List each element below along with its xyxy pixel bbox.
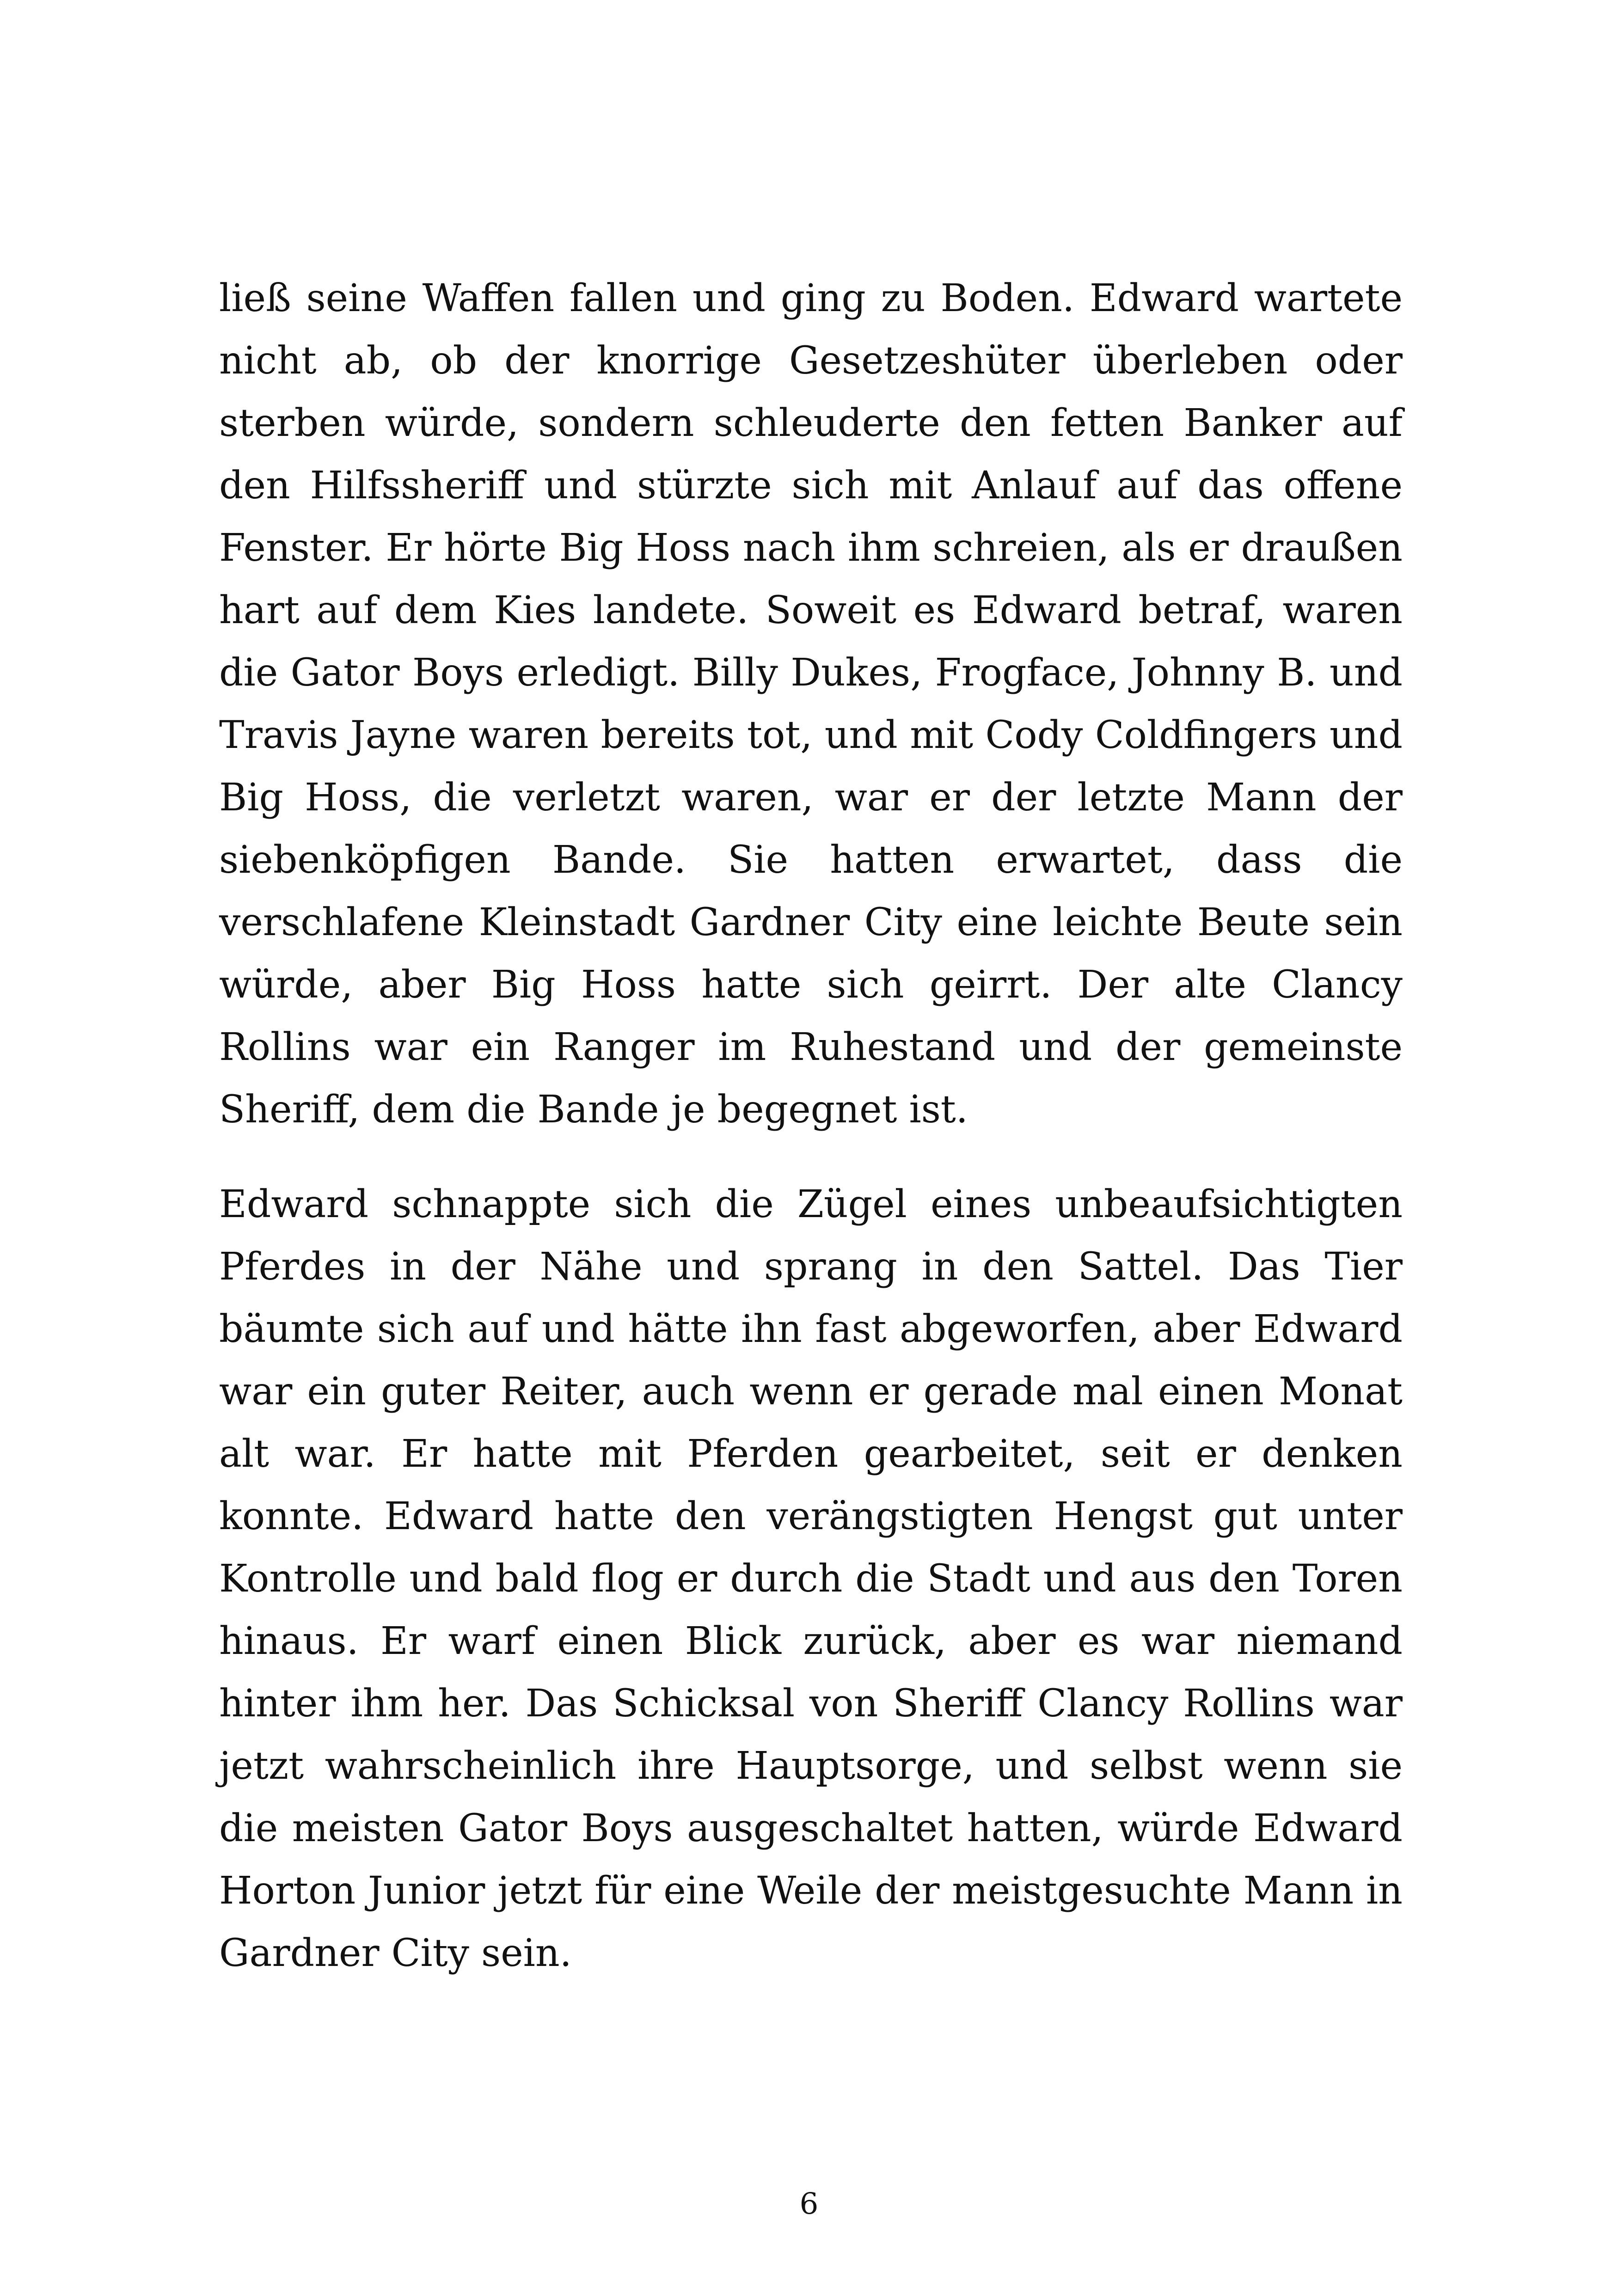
page-number: 6 [799, 2187, 819, 2221]
paragraph-1: ließ seine Waffen fallen und ging zu Boden. Edward wartete nicht ab, ob der knorrige Gesetzeshüter überleben oder sterben würde, sondern schleuderte den fetten Banker auf den Hilfssheriff und stürzte sich mit Anlauf auf das offene Fenster. Er hörte Big Hoss nach ihm schreien, als er draußen hart auf dem Kies landete. Soweit es Edward betraf, waren die Gator Boys erledigt. Billy Dukes, Frogface, Johnny B. und Travis Jayne waren bereits tot, und mit Cody Coldfingers und Big Hoss, die verletzt waren, war er der letzte Mann der siebenköpfigen Bande. Sie hatten erwartet, dass die verschlafene Kleinstadt Gardner City eine leichte Beute sein würde, aber Big Hoss hatte sich geirrt. Der alte Clancy Rollins war ein Ranger im Ruhestand und der gemeinste Sheriff, dem die Bande je begegnet ist. [219, 276, 1403, 1132]
body-text [219, 267, 1403, 1984]
paragraph-2: Edward schnappte sich die Zügel eines unbeaufsichtigten Pferdes in der Nähe und sprang in den Sattel. Das Tier bäumte sich auf und hätte ihn fast abgeworfen, aber Edward war ein guter Reiter, auch wenn er gerade mal einen Monat alt war. Er hatte mit Pferden gearbeitet, seit er denken konnte. Edward hatte den verängstigten Hengst gut unter Kontrolle und bald flog er durch die Stadt und aus den Toren hinaus. Er warf einen Blick zurück, aber es war niemand hinter ihm her. Das Schicksal von Sheriff Clancy Rollins war jetzt wahrscheinlich ihre Hauptsorge, und selbst wenn sie die meisten Gator Boys ausgeschaltet hatten, würde Edward Horton Junior jetzt für eine Weile der meistgesuchte Mann in Gardner City sein. [219, 1182, 1403, 1975]
